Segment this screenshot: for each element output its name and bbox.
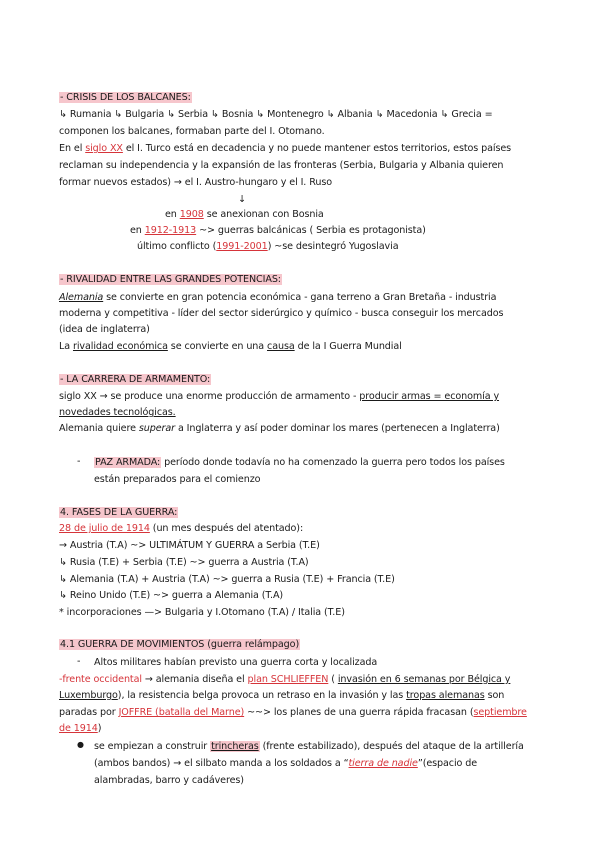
dash-bullet: - xyxy=(77,456,81,467)
title-highlight: - CRISIS DE LOS BALCANES: xyxy=(60,92,191,103)
link-1912-1913[interactable]: 1912-1913 xyxy=(144,225,197,236)
link-joffre[interactable]: JOFFRE (batalla del Marne) xyxy=(118,707,245,718)
link-28-julio-1914[interactable]: 28 de julio de 1914 xyxy=(59,523,150,534)
text-line: en 1912-1913 ~> guerras balcánicas ( Serbia es protagonista) xyxy=(130,225,426,236)
text-line: componen los balcanes, formaban parte del I. Otomano. xyxy=(59,126,325,137)
title-highlight: 4.1 GUERRA DE MOVIMIENTOS (guerra relámpago) xyxy=(60,639,300,650)
link-1991-2001[interactable]: 1991-2001 xyxy=(216,241,268,252)
section-title-rivalidad xyxy=(59,272,540,287)
link-1908[interactable]: 1908 xyxy=(179,209,204,220)
text-line: ↳ Rumania ↳ Bulgaria ↳ Serbia ↳ Bosnia ↳ Montenegro ↳ Albania ↳ Macedonia ↳ Grecia = xyxy=(59,109,493,120)
link-septiembre[interactable]: septiembre xyxy=(473,707,527,718)
text-line: están preparados para el comienzo xyxy=(94,474,261,485)
text-line: en 1908 se anexionan con Bosnia xyxy=(165,209,324,220)
text-line: * incorporaciones —> Bulgaria y I.Otomano (T.A) / Italia (T.E) xyxy=(59,607,345,618)
section-title-movimientos xyxy=(59,637,540,652)
dot-bullet-icon: ● xyxy=(77,740,84,749)
title-highlight: 4. FASES DE LA GUERRA: xyxy=(60,507,178,518)
text-line: 28 de julio de 1914 (un mes después del atentado): xyxy=(59,523,304,534)
section-title-crisis xyxy=(59,90,540,105)
text-line: alambradas, barro y cadáveres) xyxy=(94,775,244,786)
dash-bullet: - xyxy=(77,656,81,667)
title-highlight: - RIVALIDAD ENTRE LAS GRANDES POTENCIAS: xyxy=(60,274,281,285)
text-line: se empiezan a construir trincheras (frente estabilizado), después del ataque de la artillería xyxy=(94,741,524,752)
text-line: PAZ ARMADA: período donde todavía no ha comenzado la guerra pero todos los países xyxy=(95,457,505,468)
text-line: La rivalidad económica se convierte en una causa de la I Guerra Mundial xyxy=(59,341,402,352)
text-line: moderna y competitiva - líder del sector siderúrgico y químico - busca conseguir los mercados xyxy=(59,308,504,319)
alemania-term: Alemania xyxy=(59,292,104,303)
trincheras-term: trincheras xyxy=(211,741,259,752)
text-line: novedades tecnológicas. xyxy=(59,407,176,418)
text-line: formar nuevos estados) → el I. Austro-hungaro y el I. Ruso xyxy=(59,177,332,188)
down-arrow-icon: ↓ xyxy=(238,194,246,205)
title-highlight: - LA CARRERA DE ARMAMENTO: xyxy=(60,374,211,385)
text-line: Alemania quiere superar a Inglaterra y así poder dominar los mares (pertenecen a Inglaterra) xyxy=(59,423,500,434)
link-tierra-de-nadie[interactable]: tierra de nadie xyxy=(348,758,418,769)
paz-armada-term: PAZ ARMADA: xyxy=(95,457,161,468)
text-line: ↳ Reino Unido (T.E) ~> guerra a Alemania (T.A) xyxy=(59,590,284,601)
text-line: Altos militares habían previsto una guerra corta y localizada xyxy=(94,657,378,668)
text-line: ↳ Rusia (T.E) + Serbia (T.E) ~> guerra a Austria (T.A) xyxy=(59,557,309,568)
text-line: Alemania se convierte en gran potencia económica - gana terreno a Gran Bretaña - industria xyxy=(59,292,497,303)
text-line: -frente occidental → alemania diseña el plan SCHLIEFFEN ( invasión en 6 semanas por Bélgica y xyxy=(59,674,511,685)
text-line: de 1914) xyxy=(59,723,102,734)
text-line: siglo XX → se produce una enorme producción de armamento - producir armas = economía y xyxy=(59,391,500,402)
link-siglo-xx[interactable]: siglo XX xyxy=(85,143,123,154)
text-line: En el siglo XX el I. Turco está en decadencia y no puede mantener estos territorios, estos países xyxy=(59,143,512,154)
text-line: reclaman su independencia y la expansión de las fronteras (Serbia, Bulgaria y Albania quieren xyxy=(59,160,504,171)
section-title-fases xyxy=(59,505,540,520)
text-line: ↳ Alemania (T.A) + Austria (T.A) ~> guerra a Rusia (T.E) + Francia (T.E) xyxy=(59,574,395,585)
text-line: paradas por JOFFRE (batalla del Marne) ~~> los planes de una guerra rápida fracasan (septiembre xyxy=(59,707,527,718)
link-de-1914[interactable]: de 1914 xyxy=(59,723,98,734)
link-plan-schlieffen[interactable]: plan SCHLIEFFEN xyxy=(247,674,329,685)
text-line: → Austria (T.A) ~> ULTIMÁTUM Y GUERRA a Serbia (T.E) xyxy=(59,540,320,551)
text-line: último conflicto (1991-2001) ~se desintegró Yugoslavia xyxy=(137,241,399,252)
text-line: (idea de inglaterra) xyxy=(59,324,150,335)
text-line: Luxemburgo), la resistencia belga provoca un retraso en la invasión y las tropas alemanas son xyxy=(59,690,505,701)
text-line: (ambos bandos) → el silbato manda a los soldados a “tierra de nadie”(espacio de xyxy=(94,758,478,769)
section-title-armamento xyxy=(59,372,540,387)
